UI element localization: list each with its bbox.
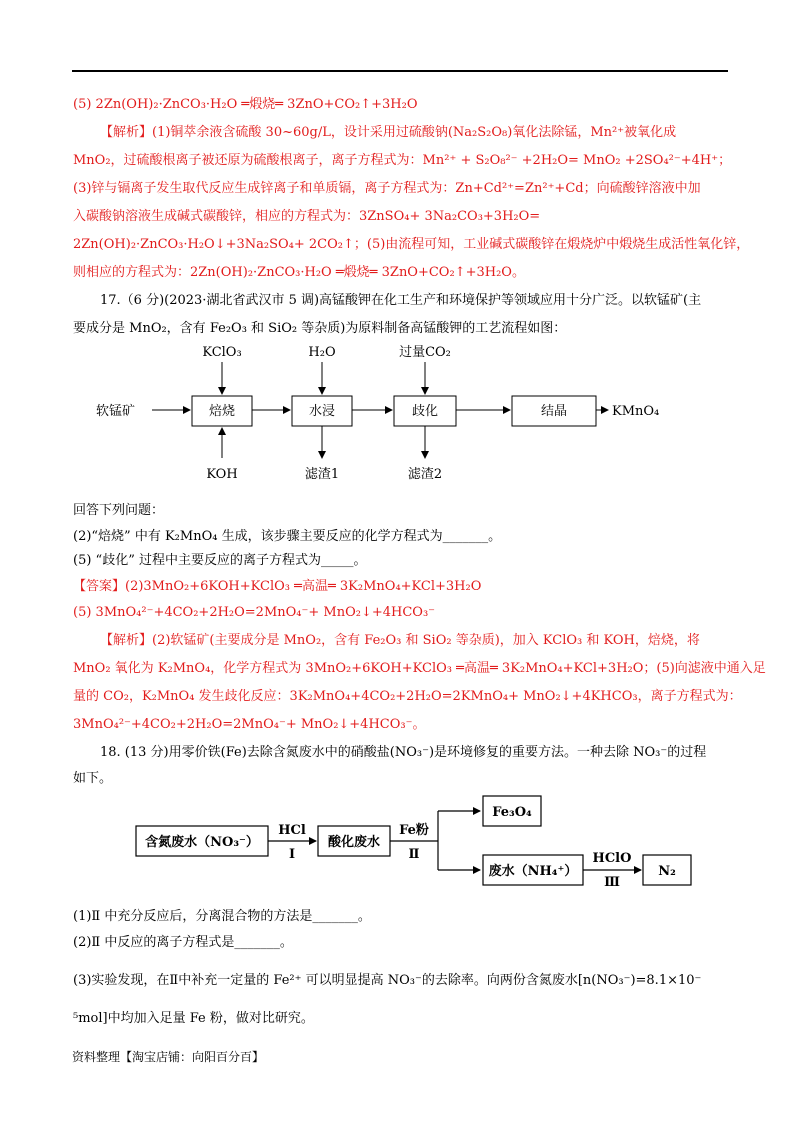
reagent-hcl: HCl <box>278 823 306 838</box>
question-18-part-3: (3)实验发现，在Ⅱ中补充一定量的 Fe²⁺ 可以明显提高 NO₃⁻的去除率。向两份含氮废水[n(NO₃⁻)=8.1×10⁻ <box>73 973 702 988</box>
label-nitrogen-wastewater: 含氮废水（NO₃⁻） <box>145 835 259 850</box>
reagent-label-kclo3: KClO₃ <box>202 345 242 360</box>
question-17-stem: 17.（6 分)(2023·湖北省武汉市 5 调)高锰酸钾在化工生产和环境保护等领域应用十分广泛。以软锰矿(主 <box>100 293 702 308</box>
question-18-part-1: (1)Ⅱ 中充分反应后，分离混合物的方法是_______。 <box>73 909 371 924</box>
label-ammonium-wastewater: 废水（NH₄⁺） <box>488 864 578 879</box>
analysis-line: (3)锌与镉离子发生取代反应生成锌离子和单质镉，离子方程式为：Zn+Cd²⁺=Zn²⁺+Cd；向硫酸锌溶液中加 <box>73 181 701 196</box>
analysis-line: 量的 CO₂，K₂MnO₄ 发生歧化反应：3K₂MnO₄+4CO₂+2H₂O=2KMnO₄+ MnO₂↓+4KHCO₃，离子方程式为： <box>73 689 742 704</box>
feed-label: 软锰矿 <box>96 404 136 419</box>
question-17-part-5: (5) “歧化” 过程中主要反应的离子方程式为_____。 <box>73 553 367 568</box>
reagent-label-koh: KOH <box>206 467 238 482</box>
reagent-label-water: H₂O <box>308 345 336 360</box>
step-label-disproportionate: 歧化 <box>411 404 439 419</box>
answer-line: (5) 2Zn(OH)₂·ZnCO₃·H₂O ═煅烧═ 3ZnO+CO₂↑+3H₂O <box>73 97 418 112</box>
question-18-part-2: (2)Ⅱ 中反应的离子方程式是_______。 <box>73 935 293 950</box>
stage-label-3: Ⅲ <box>604 875 620 890</box>
question-18-stem: 如下。 <box>73 771 113 786</box>
answer-line: 【答案】(2)3MnO₂+6KOH+KClO₃ ═高温═ 3K₂MnO₄+KCl+3H₂O <box>73 579 482 594</box>
product-label: KMnO₄ <box>612 404 660 419</box>
reagent-hclo: HClO <box>592 851 632 866</box>
question-17-stem: 要成分是 MnO₂，含有 Fe₂O₃ 和 SiO₂ 等杂质)为原料制备高锰酸钾的工艺流程如图： <box>73 321 567 336</box>
stage-label-1: Ⅰ <box>288 847 296 862</box>
label-fe3o4: Fe₃O₄ <box>492 805 532 820</box>
step-label-leach: 水浸 <box>308 404 336 419</box>
analysis-line: 【解析】(2)软锰矿(主要成分是 MnO₂，含有 Fe₂O₃ 和 SiO₂ 等杂质)，加入 KClO₃ 和 KOH，焙烧，将 <box>100 633 700 648</box>
analysis-line: 3MnO₄²⁻+4CO₂+2H₂O=2MnO₄⁻+ MnO₂↓+4HCO₃⁻。 <box>73 717 426 732</box>
step-label-crystallize: 结晶 <box>540 404 568 419</box>
step-label-roast: 焙烧 <box>208 404 236 419</box>
reagent-fe-powder: Fe粉 <box>399 823 429 838</box>
analysis-line: MnO₂ 氧化为 K₂MnO₄，化学方程式为 3MnO₂+6KOH+KClO₃ ═高温═ 3K₂MnO₄+KCl+3H₂O；(5)向滤液中通入足 <box>73 661 766 676</box>
analysis-line: 则相应的方程式为：2Zn(OH)₂·ZnCO₃·H₂O ═煅烧═ 3ZnO+CO₂↑+3H₂O。 <box>73 265 525 280</box>
label-acidified-wastewater: 酸化废水 <box>327 835 381 850</box>
question-18-part-3: ⁵mol]中均加入足量 Fe 粉，做对比研究。 <box>73 1011 314 1026</box>
question-17-prompt: 回答下列问题： <box>73 503 165 518</box>
analysis-line: MnO₂，过硫酸根离子被还原为硫酸根离子，离子方程式为：Mn²⁺ + S₂O₈²⁻ +2H₂O= MnO₂ +2SO₄²⁻+4H⁺； <box>73 153 732 168</box>
footer-source: 资料整理【淘宝店铺：向阳百分百】 <box>72 1050 265 1064</box>
analysis-line: 【解析】(1)铜萃余液含硫酸 30~60g/L，设计采用过硫酸钠(Na₂S₂O₈)氧化法除锰，Mn²⁺被氧化成 <box>100 125 677 140</box>
residue-label-2: 滤渣2 <box>407 467 443 482</box>
question-17-part-2: (2)“焙烧” 中有 K₂MnO₄ 生成，该步骤主要反应的化学方程式为_______。 <box>73 529 502 544</box>
reagent-label-co2: 过量CO₂ <box>399 345 451 360</box>
label-n2: N₂ <box>658 864 676 879</box>
residue-label-1: 滤渣1 <box>304 467 340 482</box>
question-18-stem: 18. (13 分)用零价铁(Fe)去除含氮废水中的硝酸盐(NO₃⁻)是环境修复的重要方法。一种去除 NO₃⁻的过程 <box>100 745 707 760</box>
stage-label-2: Ⅱ <box>408 847 420 862</box>
analysis-line: 入碳酸钠溶液生成碱式碳酸锌，相应的方程式为：3ZnSO₄+ 3Na₂CO₃+3H₂O= <box>73 209 541 224</box>
answer-line: (5) 3MnO₄²⁻+4CO₂+2H₂O=2MnO₄⁻+ MnO₂↓+4HCO₃⁻ <box>73 605 436 620</box>
analysis-line: 2Zn(OH)₂·ZnCO₃·H₂O↓+3Na₂SO₄+ 2CO₂↑；(5)由流程可知，工业碱式碳酸锌在煅烧炉中煅烧生成活性氧化锌， <box>73 237 750 252</box>
